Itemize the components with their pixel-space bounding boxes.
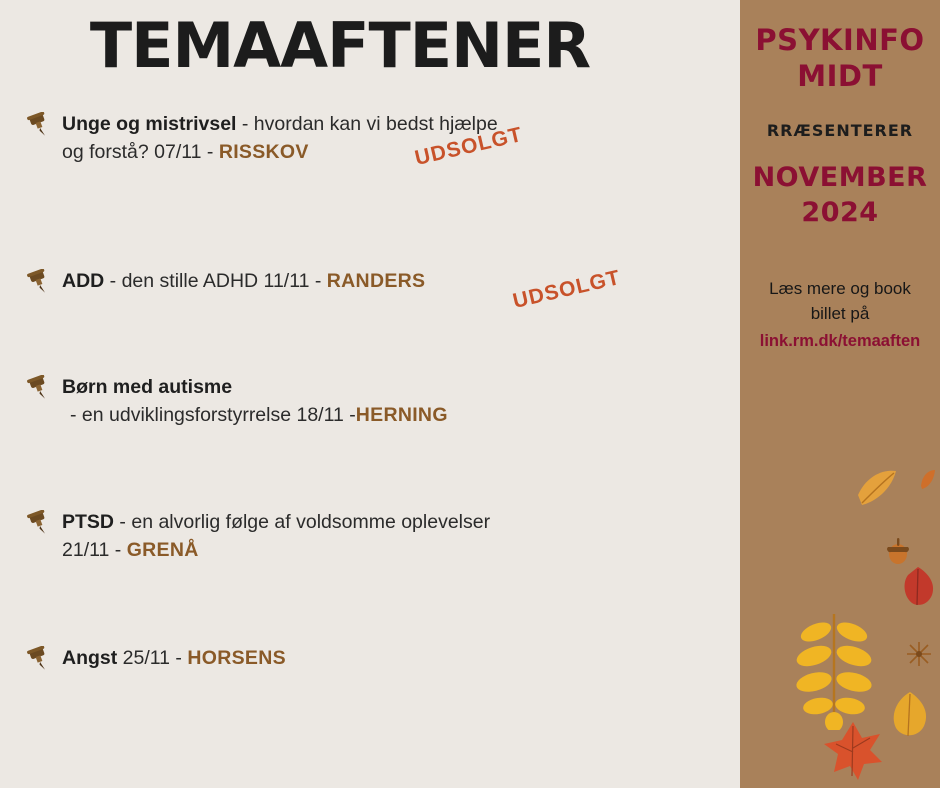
booking-line-2: billet på: [810, 304, 870, 324]
leaf-icon: [888, 690, 932, 740]
leaf-icon: [852, 465, 900, 509]
list-item[interactable]: [26, 265, 740, 313]
page-title: TEMAAFTENER: [89, 9, 591, 82]
event-text: [62, 110, 525, 171]
event-desc: 25/11 -: [117, 647, 188, 670]
event-desc: - hvordan kan vi bedst hjælpe: [236, 113, 498, 136]
seed-icon: [905, 640, 933, 668]
event-city: RANDERS: [326, 269, 426, 292]
month-label: NOVEMBER: [752, 161, 928, 193]
event-date: og forstå? 07/11 -: [62, 141, 219, 164]
list-item[interactable]: [26, 373, 740, 430]
event-title: Angst: [62, 647, 118, 670]
event-desc: - den stille ADHD 11/11 -: [104, 269, 327, 292]
event-city: HORSENS: [187, 647, 286, 670]
pushpin-icon: [26, 373, 62, 401]
pushpin-icon: [26, 267, 62, 295]
event-city: HERNING: [355, 404, 448, 427]
year-label: 2024: [801, 196, 879, 228]
event-title: ADD: [62, 269, 105, 292]
event-text: [62, 644, 286, 672]
event-title: PTSD: [62, 510, 115, 533]
list-item[interactable]: [26, 110, 740, 171]
booking-line-1: Læs mere og book: [769, 278, 911, 298]
event-city: RISSKOV: [218, 141, 309, 164]
brand-logo: [740, 22, 940, 95]
status-badge: UDSOLGT: [412, 123, 525, 171]
pushpin-icon: [26, 110, 62, 138]
presents-label: RRÆSENTERER: [766, 120, 914, 140]
event-list: [0, 110, 740, 672]
event-city: GRENÅ: [126, 538, 199, 561]
brand-line-1: PSYKINFO: [755, 23, 925, 57]
leaf-icon: [820, 720, 886, 782]
leaf-icon: [918, 468, 938, 490]
status-badge: UDSOLGT: [510, 265, 623, 313]
leaf-icon: [898, 565, 938, 609]
event-text: [62, 265, 623, 313]
acorn-icon: [885, 535, 911, 565]
event-text: [62, 373, 448, 430]
list-item[interactable]: [26, 644, 740, 672]
leaf-branch-icon: [790, 610, 876, 730]
sidebar: [740, 0, 940, 788]
event-desc: - en alvorlig følge af voldsomme oplevelser: [114, 510, 491, 533]
booking-info: [740, 276, 940, 354]
event-title: Børn med autisme: [62, 375, 233, 398]
event-text: [62, 508, 490, 565]
event-desc: - en udviklingsforstyrrelse 18/11 -: [70, 404, 356, 427]
event-date: 21/11 -: [62, 538, 127, 561]
event-title: Unge og mistrivsel: [62, 113, 237, 136]
date-block: [740, 160, 940, 230]
brand-line-2: MIDT: [797, 59, 883, 94]
list-item[interactable]: [26, 508, 740, 565]
booking-link[interactable]: link.rm.dk/temaaften: [759, 331, 921, 350]
pushpin-icon: [26, 644, 62, 672]
pushpin-icon: [26, 508, 62, 536]
